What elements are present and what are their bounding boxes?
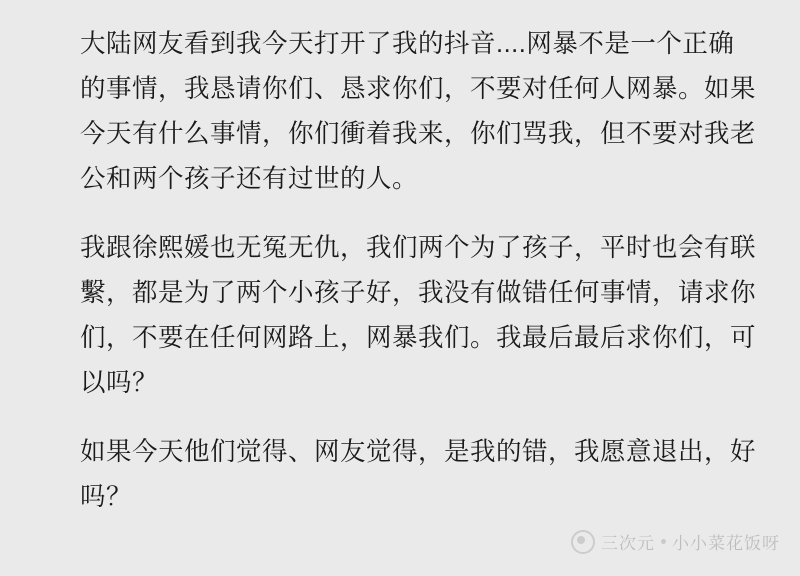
- document-body: [80, 0, 800, 576]
- watermark: [571, 529, 780, 554]
- separator-dot-icon: [661, 539, 666, 544]
- circle-logo-icon: [571, 530, 595, 554]
- watermark-text: 小小菜花饭呀: [672, 534, 780, 553]
- watermark-prefix: 三次元: [601, 534, 655, 553]
- paragraph-3: 如果今天他们觉得、网友觉得，是我的错，我愿意退出，好吗？: [80, 438, 757, 511]
- paragraph-2: 我跟徐熙媛也无冤无仇，我们两个为了孩子，平时也会有联繫，都是为了两个小孩子好，我没有做错任何事情，请求你们，不要在任何网路上，网暴我们。我最后最后求你们，可以吗？: [80, 234, 757, 397]
- left-margin: [0, 0, 80, 576]
- paragraph-1: 大陆网友看到我今天打开了我的抖音....网暴不是一个正确的事情，我恳请你们、恳求你们，不要对任何人网暴。如果今天有什么事情，你们衝着我来，你们骂我，但不要对我老公和两个孩子还有过世的人。: [80, 30, 757, 193]
